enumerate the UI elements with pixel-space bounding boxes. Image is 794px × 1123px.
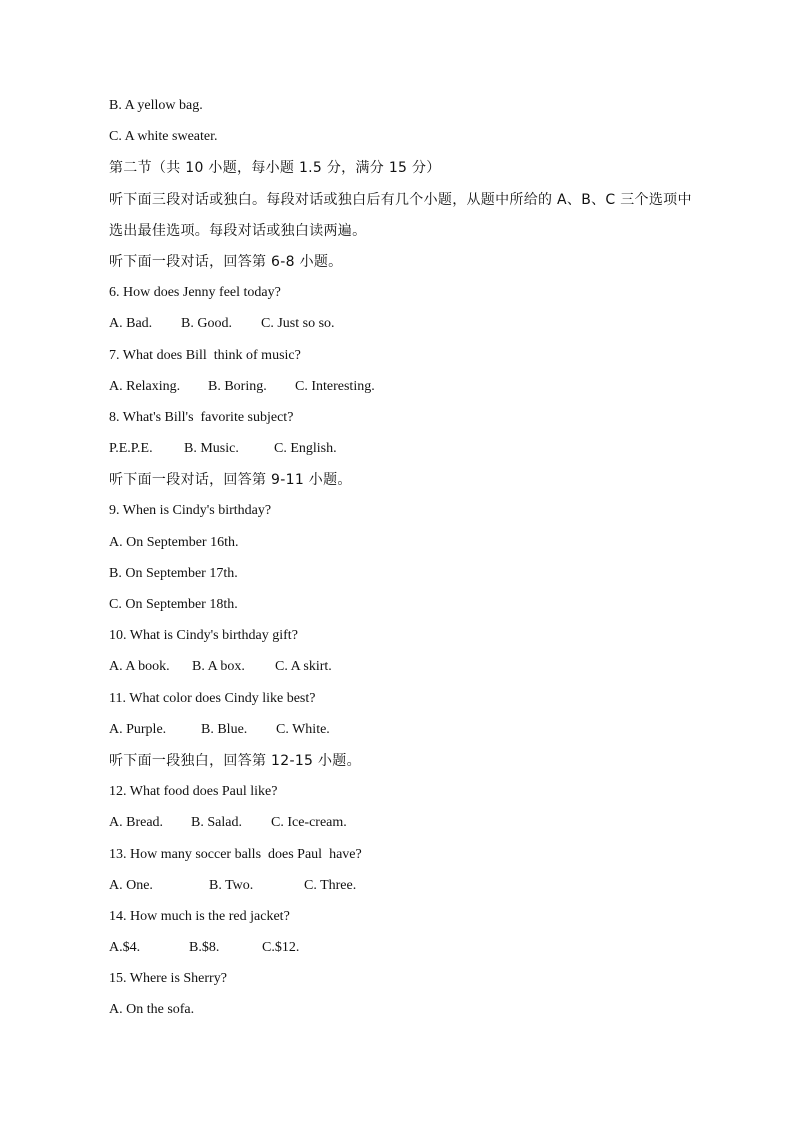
question-7-options xyxy=(109,377,709,408)
question-13-options xyxy=(109,876,709,907)
q6-option-c: C. Just so so. xyxy=(261,316,335,332)
q13-option-a: A. One. xyxy=(109,877,153,893)
instructions-line-2: 选出最佳选项。每段对话或独白读两遍。 xyxy=(109,222,367,239)
q7-option-b: B. Boring. xyxy=(208,378,267,394)
q12-option-a: A. Bread. xyxy=(109,815,164,831)
question-13: 13. How many soccer balls does Paul have? xyxy=(109,846,362,862)
question-14: 14. How much is the red jacket? xyxy=(109,908,290,924)
question-8-options xyxy=(109,439,709,470)
dialog-1-header: 听下面一段对话，回答第 6-8 小题。 xyxy=(109,253,343,270)
section-2-header: 第二节（共 10 小题，每小题 1.5 分，满分 15 分） xyxy=(109,160,441,177)
q6-option-a: A. Bad. xyxy=(109,316,153,332)
dialog-2-header: 听下面一段对话，回答第 9-11 小题。 xyxy=(109,472,352,489)
q15-option-a: A. On the sofa. xyxy=(109,1002,195,1018)
q12-option-c: C. Ice-cream. xyxy=(271,815,347,831)
question-8: 8. What's Bill's favorite subject? xyxy=(109,409,294,425)
question-11-options xyxy=(109,720,709,751)
q13-option-b: B. Two. xyxy=(209,877,254,893)
question-9: 9. When is Cindy's birthday? xyxy=(109,503,272,519)
question-7: 7. What does Bill think of music? xyxy=(109,347,301,363)
question-6: 6. How does Jenny feel today? xyxy=(109,285,281,301)
q9-option-a: A. On September 16th. xyxy=(109,534,239,550)
q12-option-b: B. Salad. xyxy=(191,815,242,831)
q14-option-a: A.$4. xyxy=(109,940,141,956)
q11-option-a: A. Purple. xyxy=(109,721,167,737)
q10-option-c: C. A skirt. xyxy=(275,659,332,675)
question-14-options xyxy=(109,938,709,969)
q13-option-c: C. Three. xyxy=(304,877,357,893)
q6-option-b: B. Good. xyxy=(181,316,232,332)
question-10: 10. What is Cindy's birthday gift? xyxy=(109,628,298,644)
q8-option-a: P.E.P.E. xyxy=(109,441,153,457)
question-6-options xyxy=(109,314,709,345)
q11-option-c: C. White. xyxy=(276,721,330,737)
question-11: 11. What color does Cindy like best? xyxy=(109,690,316,706)
exam-content xyxy=(109,96,709,1032)
option-c-white-sweater: C. A white sweater. xyxy=(109,129,218,145)
option-b-yellow-bag: B. A yellow bag. xyxy=(109,98,203,113)
q9-option-c: C. On September 18th. xyxy=(109,597,238,612)
q10-option-a: A. A book. xyxy=(109,659,170,675)
instructions-line-1: 听下面三段对话或独白。每段对话或独白后有几个小题，从题中所给的 A、B、C 三个选项中 xyxy=(109,191,692,208)
q14-option-c: C.$12. xyxy=(262,940,300,956)
q14-option-b: B.$8. xyxy=(189,940,220,956)
q9-option-b: B. On September 17th. xyxy=(109,565,238,581)
q11-option-b: B. Blue. xyxy=(201,721,248,737)
question-12: 12. What food does Paul like? xyxy=(109,784,278,800)
question-10-options xyxy=(109,657,709,688)
question-12-options xyxy=(109,813,709,844)
q8-option-c: C. English. xyxy=(274,441,337,457)
q8-option-b: B. Music. xyxy=(184,441,239,457)
q10-option-b: B. A box. xyxy=(192,659,245,675)
q7-option-c: C. Interesting. xyxy=(295,378,375,394)
q7-option-a: A. Relaxing. xyxy=(109,378,181,394)
monologue-header: 听下面一段独白，回答第 12-15 小题。 xyxy=(109,752,361,769)
question-15: 15. Where is Sherry? xyxy=(109,971,227,987)
